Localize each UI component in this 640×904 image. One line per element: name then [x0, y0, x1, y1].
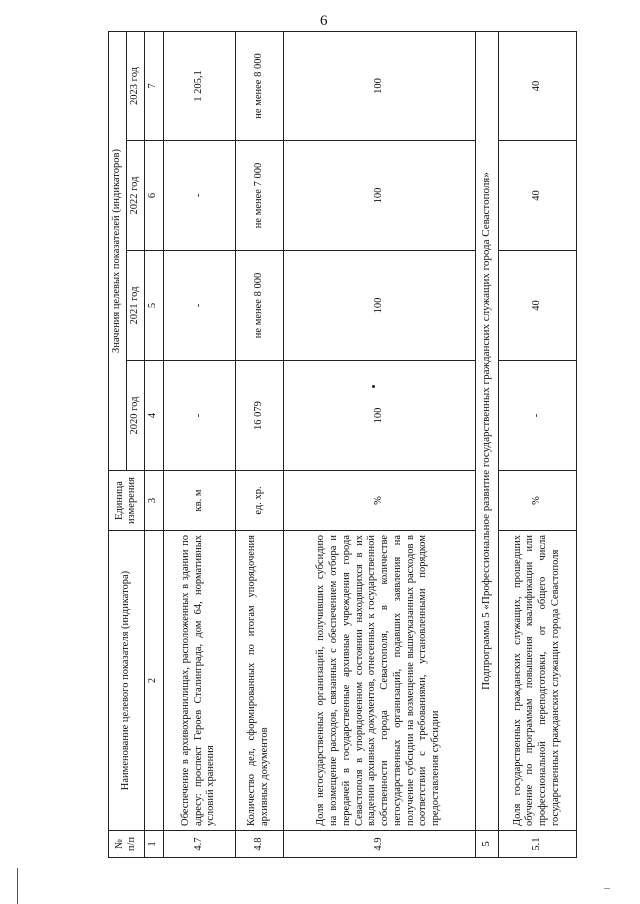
col-number: 4 [144, 361, 163, 471]
header-values: Значения целевых показателей (индикаторов) [109, 31, 127, 470]
row-value: не менее 7 000 [235, 141, 283, 251]
row-value: 40 [498, 251, 576, 361]
row-unit: кв. м [163, 471, 235, 531]
row-value: 100 [283, 141, 475, 251]
row-value: не менее 8 000 [235, 251, 283, 361]
row-unit: % [283, 471, 475, 531]
indicators-table [108, 31, 577, 858]
row-value: не менее 8 000 [235, 31, 283, 140]
row-value: - [163, 361, 235, 471]
column-number-row [144, 31, 163, 857]
row-unit: % [498, 471, 576, 531]
col-number: 5 [144, 251, 163, 361]
row-value: - [163, 141, 235, 251]
header-row-1 [109, 31, 127, 857]
header-year: 2022 год [126, 141, 144, 251]
row-value: 40 [498, 141, 576, 251]
row-value: 16 079 [235, 361, 283, 471]
row-value: 100 [283, 31, 475, 140]
row-num: 4.7 [163, 831, 235, 858]
row-name: Количество дел, сформированных по итогам упорядочения архивных документов [235, 531, 283, 831]
row-value: - [498, 361, 576, 471]
table-row [163, 31, 235, 857]
row-name: Доля государственных гражданских служащих, прошедших обучение по программам повышения квалификации или профессиональной переподготовки, от общего числа государственных гражданских служащих города Севастополя [498, 531, 576, 831]
row-num: 4.8 [235, 831, 283, 858]
scan-margin-mark [604, 888, 610, 889]
row-value: - [163, 251, 235, 361]
row-name: Обеспечение в архивохранилищах, расположенных в здании по адресу: проспект Героев Сталинграда, дом 64, нормативных условий хранения [163, 531, 235, 831]
row-value: 100 [283, 251, 475, 361]
col-number: 6 [144, 141, 163, 251]
header-year: 2020 год [126, 361, 144, 471]
table-row [498, 31, 576, 857]
header-year: 2021 год [126, 251, 144, 361]
row-name: Доля негосударственных организаций, получивших субсидию на возмещение расходов, связанных с обеспечением отбора и передачей в государственные архивные учреждения города Севастополя в упорядоченном состоянии находящихся в их владении архивных документов, отнесенных к государственной собственности города Севастополя, в количестве негосударственных организаций, подавших заявления на получение субсидии на возмещение вышеуказанных расходов в соответствии с требованиями, установленными порядком предоставления субсидии [283, 531, 475, 831]
col-number: 2 [144, 531, 163, 831]
table-row [283, 31, 475, 857]
table-row [235, 31, 283, 857]
col-number: 1 [144, 831, 163, 858]
subprogram-num: 5 [475, 831, 498, 858]
subprogram-title: Подпрограмма 5 «Профессиональное развитие государственных гражданских служащих города Севастополя» [475, 31, 498, 830]
col-number: 3 [144, 471, 163, 531]
row-value: 1 205,1 [163, 31, 235, 140]
row-num: 4.9 [283, 831, 475, 858]
row-unit: ед. хр. [235, 471, 283, 531]
row-value: 100 [283, 361, 475, 471]
page-number: 6 [320, 13, 328, 29]
header-num: № п/п [109, 831, 145, 858]
col-number: 7 [144, 31, 163, 140]
row-value: 40 [498, 31, 576, 140]
header-year: 2023 год [126, 31, 144, 140]
header-unit: Единица измерения [109, 471, 145, 531]
rotated-table-container [108, 32, 618, 858]
header-name: Наименование целевого показателя (индикатора) [109, 531, 145, 831]
scan-margin-line [17, 868, 18, 904]
row-num: 5.1 [498, 831, 576, 858]
subprogram-row [475, 31, 498, 857]
